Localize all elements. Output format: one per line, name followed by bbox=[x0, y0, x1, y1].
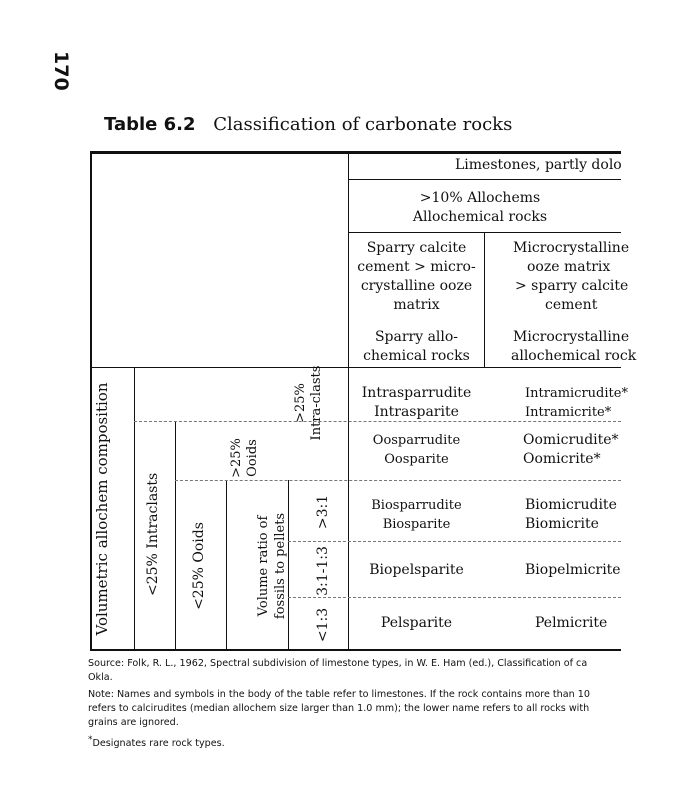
sparry-cement-line-2: cement > micro- bbox=[357, 259, 476, 275]
row-sep-3 bbox=[288, 541, 621, 542]
bio-sparry-cell bbox=[349, 496, 484, 534]
micro-matrix-header bbox=[485, 239, 663, 315]
allochems-line-2: Allochemical rocks bbox=[412, 209, 548, 225]
pel-sparry-cell bbox=[349, 614, 484, 633]
intraclasts-gt-label: >25% Intra-clasts bbox=[293, 365, 324, 441]
intraclasts-lt-label: <25% Intraclasts bbox=[145, 472, 161, 596]
rule-under-allochems bbox=[348, 232, 621, 233]
table-title: Classification of carbonate rocks bbox=[213, 114, 513, 135]
biopel-sparry-cell bbox=[349, 561, 484, 580]
oo-micro-cell bbox=[485, 431, 663, 469]
ratio-mid-label: 3:1-1:3 bbox=[315, 546, 331, 596]
ratio-low-label: <1:3 bbox=[315, 607, 331, 643]
intramicrudite: Intramicrudite* bbox=[525, 386, 628, 401]
pel-micro-cell bbox=[485, 614, 675, 633]
table-label: Table 6.2 bbox=[104, 114, 196, 135]
bio-micro-cell bbox=[485, 496, 665, 534]
note-line-2: refers to calcirudites (median allochem size larger than 1.0 mm); the lower name refers to all rocks with bbox=[88, 703, 590, 714]
intrasparite: Intrasparite bbox=[374, 404, 459, 420]
table-caption bbox=[104, 114, 512, 135]
divider-ooids bbox=[226, 480, 227, 650]
footnote-mark: * bbox=[88, 735, 93, 745]
volumetric-label: Volumetric allochem composition bbox=[93, 382, 111, 636]
allochems-header bbox=[380, 189, 580, 227]
biopel-micro-cell bbox=[485, 561, 665, 580]
micro-matrix-line-2: ooze matrix bbox=[527, 259, 611, 275]
divider-volumetric bbox=[134, 367, 135, 650]
volume-ratio-label: Volume ratio of fossils to pellets bbox=[256, 512, 288, 620]
limestones-header: Limestones, partly dolo bbox=[455, 157, 622, 173]
biopelsparite: Biopelsparite bbox=[369, 562, 464, 578]
ratio-high-label: >3:1 bbox=[315, 494, 331, 530]
sparry-rocks-line-2: chemical rocks bbox=[363, 348, 470, 364]
note-line-1: Note: Names and symbols in the body of the table refer to limestones. If the rock contains more than 10 bbox=[88, 689, 590, 700]
footnote-text: Designates rare rock types. bbox=[92, 738, 225, 750]
sparry-rocks-header bbox=[349, 328, 484, 366]
divider-intraclasts bbox=[175, 421, 176, 650]
biosparrudite: Biosparrudite bbox=[371, 498, 462, 513]
biomicrudite: Biomicrudite bbox=[525, 497, 617, 513]
table-top-rule bbox=[90, 151, 621, 154]
sparry-cement-header bbox=[349, 239, 484, 315]
sparry-rocks-line-1: Sparry allo- bbox=[374, 329, 459, 345]
table-bottom-rule bbox=[90, 649, 621, 651]
oomicrudite: Oomicrudite* bbox=[523, 432, 619, 448]
oomicrite: Oomicrite* bbox=[523, 451, 601, 467]
oosparite: Oosparite bbox=[384, 452, 449, 467]
rule-under-limestones bbox=[348, 179, 621, 180]
ooids-lt-label: <25% Ooids bbox=[191, 522, 207, 610]
micro-rocks-line-1: Microcrystalline bbox=[513, 329, 630, 345]
micro-rocks-line-2: allochemical rock bbox=[511, 348, 637, 364]
sparry-cement-line-1: Sparry calcite bbox=[366, 240, 467, 256]
biomicrite: Biomicrite bbox=[525, 516, 599, 532]
pelsparite: Pelsparite bbox=[380, 615, 453, 631]
sparry-cement-line-4: matrix bbox=[393, 297, 440, 313]
oo-sparry-cell bbox=[349, 431, 484, 469]
intramicrite: Intramicrite* bbox=[525, 405, 612, 420]
intra-micro-cell bbox=[485, 384, 665, 422]
note-line-3: grains are ignored. bbox=[88, 717, 179, 728]
table-notes bbox=[88, 657, 628, 754]
rule-under-header bbox=[90, 367, 621, 368]
page-number: 170 bbox=[50, 51, 72, 91]
intrasparrudite: Intrasparrudite bbox=[361, 385, 472, 401]
micro-matrix-line-3: > sparry calcite bbox=[515, 278, 629, 294]
ooids-gt-label: >25% Ooids bbox=[229, 438, 260, 478]
intra-sparry-cell bbox=[349, 384, 484, 422]
source-line: Source: Folk, R. L., 1962, Spectral subdivision of limestone types, in W. E. Ham (ed.), Classification of ca bbox=[88, 658, 588, 669]
oosparrudite: Oosparrudite bbox=[372, 433, 461, 448]
micro-matrix-line-4: cement bbox=[545, 297, 598, 313]
micro-rocks-header bbox=[485, 328, 663, 366]
table-left-border bbox=[90, 151, 92, 651]
sparry-cement-line-3: crystalline ooze bbox=[360, 278, 473, 294]
source-line-2: Okla. bbox=[88, 672, 113, 683]
micro-matrix-line-1: Microcrystalline bbox=[513, 240, 630, 256]
row-sep-4 bbox=[288, 597, 621, 598]
biosparite: Biosparite bbox=[382, 517, 451, 532]
biopelmicrite: Biopelmicrite bbox=[525, 562, 621, 578]
pelmicrite: Pelmicrite bbox=[535, 615, 608, 631]
allochems-line-1: >10% Allochems bbox=[419, 190, 541, 206]
